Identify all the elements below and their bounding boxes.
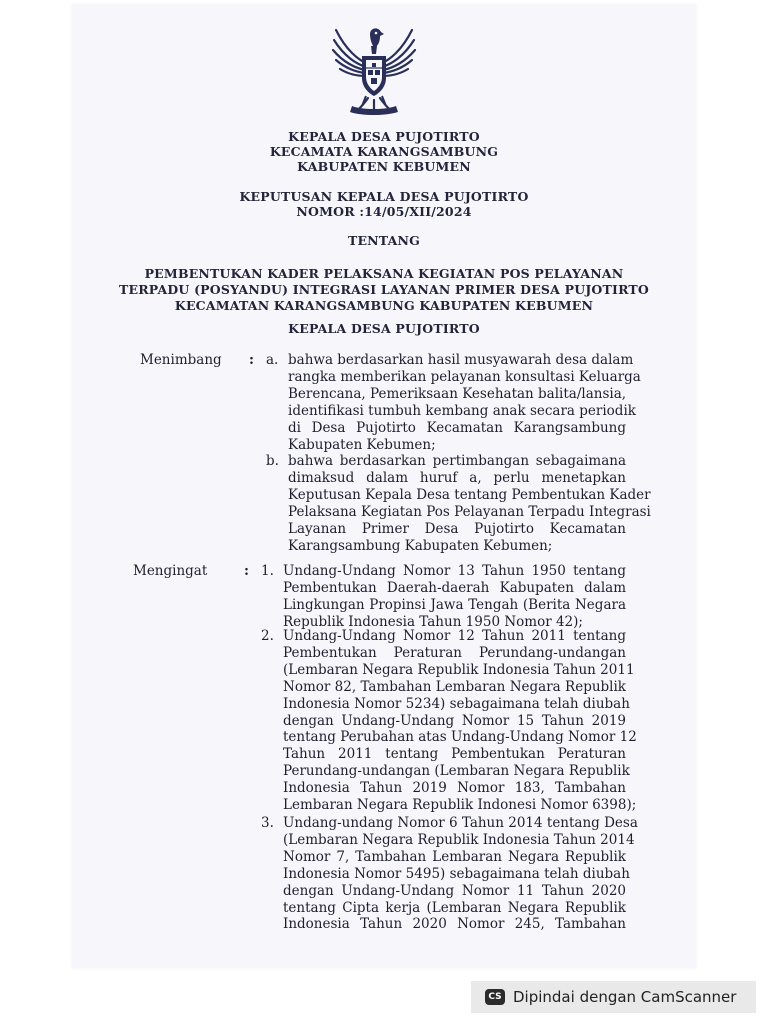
camscanner-watermark-text: Dipindai dengan CamScanner	[513, 988, 737, 1006]
mengingat-item-3-line-5: dengan Undang-Undang Nomor 11 Tahun 2020	[283, 882, 626, 899]
menimbang-item-a-line-5: di Desa Pujotirto Kecamatan Karangsambung	[288, 419, 626, 436]
menimbang-item-a-marker: a.	[266, 352, 279, 368]
mengingat-item-1-line-2: Pembentukan Daerah-daerah Kabupaten dalam	[283, 579, 626, 596]
mengingat-item-2-line-9: Perundang-undangan (Lembaran Negara Republik	[283, 763, 630, 780]
mengingat-item-2-line-5: Indonesia Nomor 5234) sebagaimana telah diubah	[283, 695, 630, 712]
menimbang-item-b-marker: b.	[266, 453, 279, 469]
menimbang-item-b	[288, 453, 651, 554]
header-line-3: KABUPATEN KEBUMEN	[297, 159, 471, 174]
menimbang-item-a-line-3: Berencana, Pemeriksaan Kesehatan balita/lansia,	[288, 385, 627, 402]
decree-title: KEPUTUSAN KEPALA DESA PUJOTIRTO	[239, 189, 529, 204]
mengingat-item-2-line-2: Pembentukan Peraturan Perundang-undangan	[283, 644, 626, 661]
mengingat-item-2-line-8: Tahun 2011 tentang Pembentukan Peraturan	[283, 746, 626, 763]
menimbang-item-a-line-2: rangka memberikan pelayanan konsultasi Keluarga	[288, 368, 641, 385]
menimbang-item-b-line-1: bahwa berdasarkan pertimbangan sebagaimana	[288, 453, 626, 469]
menimbang-item-a-line-1: bahwa berdasarkan hasil musyawarah desa dalam	[288, 352, 634, 368]
decree-subject-line-3: KECAMATAN KARANGSAMBUNG KABUPATEN KEBUMEN	[174, 298, 594, 313]
mengingat-item-1	[283, 563, 626, 631]
mengingat-item-3-marker: 3.	[261, 815, 274, 831]
mengingat-item-3	[283, 815, 638, 933]
mengingat-item-2-marker: 2.	[261, 628, 274, 644]
menimbang-item-b-line-2: dimaksud dalam huruf a, perlu menetapkan	[288, 469, 626, 486]
mengingat-colon: :	[244, 563, 249, 579]
mengingat-item-3-line-4: Indonesia Nomor 5495) sebagaimana telah diubah	[283, 865, 630, 882]
mengingat-item-3-line-1: Undang-undang Nomor 6 Tahun 2014 tentang Desa	[283, 815, 638, 831]
mengingat-item-2-line-1: Undang-Undang Nomor 12 Tahun 2011 tentang	[283, 628, 626, 644]
mengingat-item-2	[283, 628, 637, 814]
menimbang-label: Menimbang	[140, 352, 222, 368]
decree-about: TENTANG	[347, 233, 421, 248]
header-line-1: KEPALA DESA PUJOTIRTO	[288, 129, 480, 144]
mengingat-item-1-line-4: Republik Indonesia Tahun 1950 Nomor 42);	[283, 613, 583, 630]
menimbang-item-b-line-4: Pelaksana Kegiatan Pos Pelayanan Terpadu Integrasi	[288, 503, 651, 520]
mengingat-item-3-line-7: Indonesia Tahun 2020 Nomor 245, Tambahan	[283, 916, 626, 933]
decree-subject-line-1: PEMBENTUKAN KADER PELAKSANA KEGIATAN POS PELAYANAN	[144, 266, 624, 281]
camscanner-watermark	[471, 981, 756, 1013]
menimbang-item-a	[288, 352, 641, 453]
mengingat-item-2-line-11: Lembaran Negara Republik Indonesi Nomor 6398);	[283, 797, 637, 814]
decree-issuer: KEPALA DESA PUJOTIRTO	[288, 321, 480, 336]
mengingat-item-2-line-7: tentang Perubahan atas Undang-Undang Nomor 12	[283, 729, 637, 746]
mengingat-item-3-line-3: Nomor 7, Tambahan Lembaran Negara Republik	[283, 848, 626, 865]
decree-number: NOMOR :14/05/XII/2024	[296, 204, 472, 219]
menimbang-item-b-line-6: Karangsambung Kabupaten Kebumen;	[288, 537, 553, 554]
menimbang-item-a-line-4: identifikasi tumbuh kembang anak secara periodik	[288, 402, 636, 419]
menimbang-item-b-line-3: Keputusan Kepala Desa tentang Pembentukan Kader	[288, 486, 651, 503]
mengingat-item-2-line-4: Nomor 82, Tambahan Lembaran Negara Republik	[283, 678, 626, 695]
mengingat-item-2-line-10: Indonesia Tahun 2019 Nomor 183, Tambahan	[283, 780, 626, 797]
mengingat-item-2-line-3: (Lembaran Negara Republik Indonesia Tahun 2011	[283, 661, 635, 678]
menimbang-colon: :	[249, 352, 254, 368]
mengingat-item-2-line-6: dengan Undang-Undang Nomor 15 Tahun 2019	[283, 712, 626, 729]
mengingat-item-1-line-1: Undang-Undang Nomor 13 Tahun 1950 tentang	[283, 563, 626, 579]
mengingat-item-3-line-2: (Lembaran Negara Republik Indonesia Tahun 2014	[283, 831, 635, 848]
mengingat-item-3-line-6: tentang Cipta kerja (Lembaran Negara Republik	[283, 899, 626, 916]
garuda-emblem-icon	[328, 20, 420, 118]
menimbang-item-a-line-6: Kabupaten Kebumen;	[288, 436, 436, 453]
camscanner-icon: CS	[485, 989, 505, 1005]
header-line-2: KECAMATA KARANGSAMBUNG	[269, 144, 499, 159]
mengingat-label: Mengingat	[133, 563, 208, 579]
decree-subject-line-2: TERPADU (POSYANDU) INTEGRASI LAYANAN PRIMER DESA PUJOTIRTO	[118, 282, 650, 297]
menimbang-item-b-line-5: Layanan Primer Desa Pujotirto Kecamatan	[288, 520, 626, 537]
mengingat-item-1-line-3: Lingkungan Propinsi Jawa Tengah (Berita Negara	[283, 596, 626, 613]
mengingat-item-1-marker: 1.	[261, 563, 274, 579]
